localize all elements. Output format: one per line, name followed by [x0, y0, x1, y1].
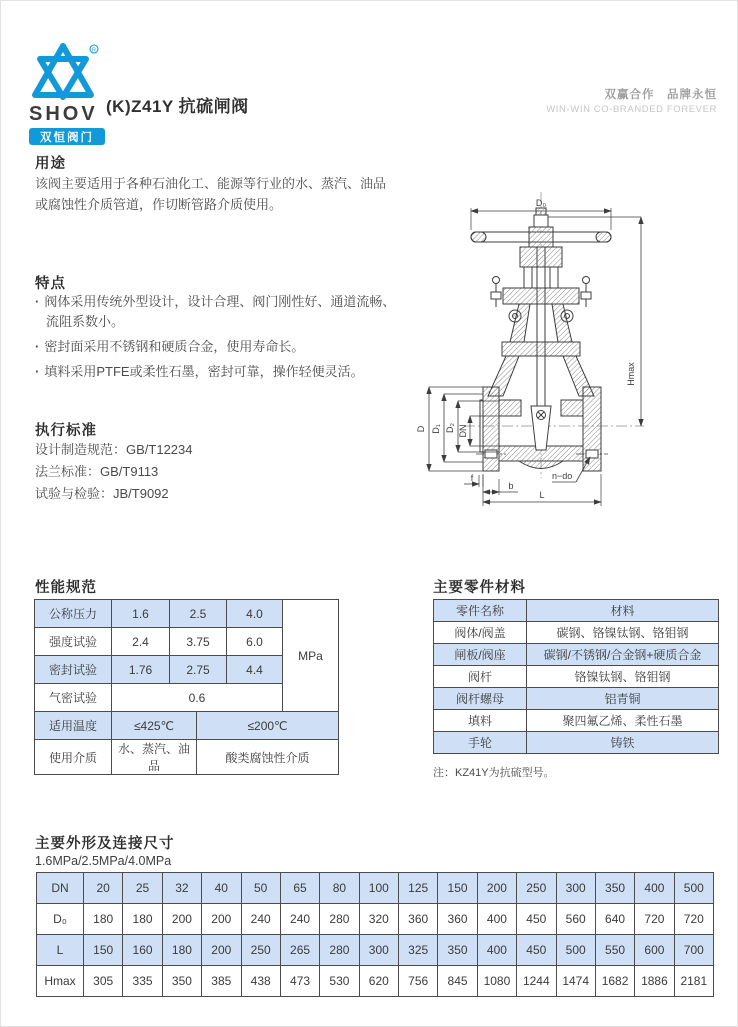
dim-label-l: L [539, 490, 545, 500]
standard-line: 设计制造规范：GB/T12234 [35, 442, 193, 457]
dim-cell: 150 [438, 873, 477, 904]
performance-table [34, 599, 339, 775]
dim-cell: 1244 [517, 966, 556, 997]
value-cell: 2.5 [170, 600, 227, 628]
dimensions-table [36, 872, 714, 997]
standards-heading: 执行标准 [35, 423, 97, 439]
dim-cell: 450 [517, 904, 556, 935]
dim-cell: 473 [280, 966, 319, 997]
dim-cell: 325 [399, 935, 438, 966]
standard-line: 试验与检验：JB/T9092 [35, 486, 169, 501]
value-cell: 4.4 [227, 656, 283, 684]
dim-cell: 1080 [477, 966, 516, 997]
dim-cell: 300 [359, 935, 398, 966]
usage-text [35, 173, 386, 215]
dimensions-heading: 主要外形及连接尺寸 [35, 836, 175, 852]
part-material: 聚四氟乙烯、柔性石墨 [527, 710, 719, 732]
features-list [35, 292, 397, 387]
dim-cell: 600 [635, 935, 674, 966]
standards-text [35, 439, 193, 505]
dim-cell: 200 [162, 904, 201, 935]
dim-label-d1: D₁ [431, 424, 441, 434]
part-name: 手轮 [434, 732, 527, 754]
brand-slogan [546, 86, 717, 115]
dim-cell: 335 [123, 966, 162, 997]
dim-cell: 1682 [595, 966, 634, 997]
standard-line: 法兰标准：GB/T9113 [35, 464, 159, 479]
feature-item: · 填料采用PTFE或柔性石墨，密封可靠，操作轻便灵活。 [35, 362, 397, 382]
value-cell: 4.0 [227, 600, 283, 628]
valve-drawing [406, 184, 656, 514]
slogan-en: WIN-WIN CO-BRANDED FOREVER [546, 104, 717, 115]
dim-cell: 32 [162, 873, 201, 904]
dim-cell: 845 [438, 966, 477, 997]
row-label: D₀ [37, 904, 84, 935]
dim-cell: 250 [241, 935, 280, 966]
column-header: 零件名称 [434, 600, 527, 622]
part-material: 铝青铜 [527, 688, 719, 710]
dimensions-subtitle: 1.6MPa/2.5MPa/4.0MPa [35, 854, 172, 868]
dim-cell: 320 [359, 904, 398, 935]
row-label: 密封试验 [35, 656, 112, 684]
row-label: Hmax [37, 966, 84, 997]
dim-label-dn: DN [458, 424, 468, 438]
table-row [35, 712, 339, 740]
dim-cell: 1886 [635, 966, 674, 997]
usage-line: 或腐蚀性介质管道，作切断管路介质使用。 [35, 197, 283, 212]
value-cell: 6.0 [227, 628, 283, 656]
part-name: 阀杆 [434, 666, 527, 688]
dim-cell: 620 [359, 966, 398, 997]
materials-table [433, 599, 719, 754]
part-material: 铸铁 [527, 732, 719, 754]
dim-label-d2: D₂ [445, 423, 455, 433]
dim-cell: 360 [438, 904, 477, 935]
dim-cell: 160 [123, 935, 162, 966]
row-label: DN [37, 873, 84, 904]
dim-cell: 20 [84, 873, 123, 904]
dim-label-ndo: n−do [552, 471, 573, 481]
value-cell: ≤425℃ [112, 712, 197, 740]
dim-cell: 180 [84, 904, 123, 935]
dim-cell: 240 [280, 904, 319, 935]
part-material: 铬镍钛钢、铬钼钢 [527, 666, 719, 688]
row-label: 气密试验 [35, 684, 112, 712]
dim-label-d: D [416, 425, 426, 433]
materials-note: 注：KZ41Y为抗硫型号。 [433, 767, 555, 779]
usage-line: 该阀主要适用于各种石油化工、能源等行业的水、蒸汽、油品 [35, 176, 387, 191]
registered-mark: R [92, 47, 96, 54]
dim-label-d0: D₀ [535, 198, 547, 208]
dim-cell: 360 [399, 904, 438, 935]
value-cell: 1.6 [112, 600, 170, 628]
dim-cell: 700 [674, 935, 713, 966]
value-cell: 0.6 [112, 684, 283, 712]
dim-cell: 350 [162, 966, 201, 997]
table-row [37, 904, 714, 935]
dim-cell: 350 [595, 873, 634, 904]
dim-cell: 720 [674, 904, 713, 935]
feature-item: · 阀体采用传统外型设计，设计合理、阀门刚性好、通道流畅、流阻系数小。 [35, 292, 397, 332]
dim-cell: 25 [123, 873, 162, 904]
row-label: 适用温度 [35, 712, 112, 740]
brand-name: SHOV [29, 103, 98, 125]
features-heading: 特点 [35, 276, 66, 292]
part-name: 填料 [434, 710, 527, 732]
dim-cell: 200 [202, 935, 241, 966]
table-row [434, 622, 719, 644]
dim-cell: 500 [674, 873, 713, 904]
brand-emblem-icon [31, 43, 99, 101]
dim-cell: 305 [84, 966, 123, 997]
part-material: 碳钢、铬镍钛钢、铬钼钢 [527, 622, 719, 644]
dim-cell: 640 [595, 904, 634, 935]
dim-cell: 756 [399, 966, 438, 997]
dim-label-f: f [470, 473, 474, 483]
dim-cell: 530 [320, 966, 359, 997]
part-name: 阀体/阀盖 [434, 622, 527, 644]
dim-cell: 438 [241, 966, 280, 997]
dim-cell: 560 [556, 904, 595, 935]
dim-cell: 550 [595, 935, 634, 966]
dim-cell: 2181 [674, 966, 713, 997]
dim-cell: 350 [438, 935, 477, 966]
dim-cell: 200 [477, 873, 516, 904]
dim-cell: 280 [320, 935, 359, 966]
dim-cell: 180 [123, 904, 162, 935]
value-cell: 1.76 [112, 656, 170, 684]
slogan-cn: 双赢合作 品牌永恒 [604, 89, 717, 101]
feature-item: · 密封面采用不锈钢和硬质合金，使用寿命长。 [35, 337, 397, 357]
performance-heading: 性能规范 [35, 580, 97, 596]
dim-label-b: b [508, 481, 514, 491]
dim-cell: 150 [84, 935, 123, 966]
table-row [37, 966, 714, 997]
table-row [434, 644, 719, 666]
dim-cell: 100 [359, 873, 398, 904]
dim-cell: 80 [320, 873, 359, 904]
dim-cell: 250 [517, 873, 556, 904]
column-header: 材料 [527, 600, 719, 622]
dim-cell: 50 [241, 873, 280, 904]
usage-heading: 用途 [35, 156, 66, 172]
dim-cell: 265 [280, 935, 319, 966]
dim-cell: 180 [162, 935, 201, 966]
materials-heading: 主要零件材料 [433, 580, 526, 596]
table-row [434, 666, 719, 688]
table-row [434, 732, 719, 754]
row-label: 公称压力 [35, 600, 112, 628]
value-cell: 3.75 [170, 628, 227, 656]
table-row [35, 600, 339, 628]
unit-cell: MPa [283, 600, 339, 712]
row-label: 使用介质 [35, 740, 112, 775]
value-cell: 2.4 [112, 628, 170, 656]
brand-name-cn: 双恒阀门 [29, 128, 105, 145]
table-row [37, 873, 714, 904]
table-row [37, 935, 714, 966]
table-row [35, 740, 339, 775]
table-row [434, 710, 719, 732]
part-name: 阀杆螺母 [434, 688, 527, 710]
row-label: L [37, 935, 84, 966]
dim-cell: 300 [556, 873, 595, 904]
value-cell: 水、蒸汽、油品 [112, 740, 197, 775]
page-title: (K)Z41Y 抗硫闸阀 [106, 97, 249, 116]
dim-cell: 720 [635, 904, 674, 935]
dim-cell: 200 [202, 904, 241, 935]
dim-cell: 125 [399, 873, 438, 904]
dim-label-hmax: Hmax [626, 362, 636, 386]
dim-cell: 385 [202, 966, 241, 997]
value-cell: 酸类腐蚀性介质 [197, 740, 339, 775]
table-row [434, 688, 719, 710]
dim-cell: 400 [477, 935, 516, 966]
dim-cell: 400 [635, 873, 674, 904]
part-name: 闸板/阀座 [434, 644, 527, 666]
dim-cell: 240 [241, 904, 280, 935]
value-cell: ≤200℃ [197, 712, 339, 740]
dimensions-table-body [37, 873, 714, 997]
dim-cell: 40 [202, 873, 241, 904]
table-row [434, 600, 719, 622]
row-label: 强度试验 [35, 628, 112, 656]
dim-cell: 280 [320, 904, 359, 935]
dim-cell: 400 [477, 904, 516, 935]
brand-logo [29, 43, 109, 145]
dim-cell: 500 [556, 935, 595, 966]
dim-cell: 450 [517, 935, 556, 966]
dim-cell: 1474 [556, 966, 595, 997]
part-material: 碳钢/不锈钢/合金钢+硬质合金 [527, 644, 719, 666]
dim-cell: 65 [280, 873, 319, 904]
value-cell: 2.75 [170, 656, 227, 684]
